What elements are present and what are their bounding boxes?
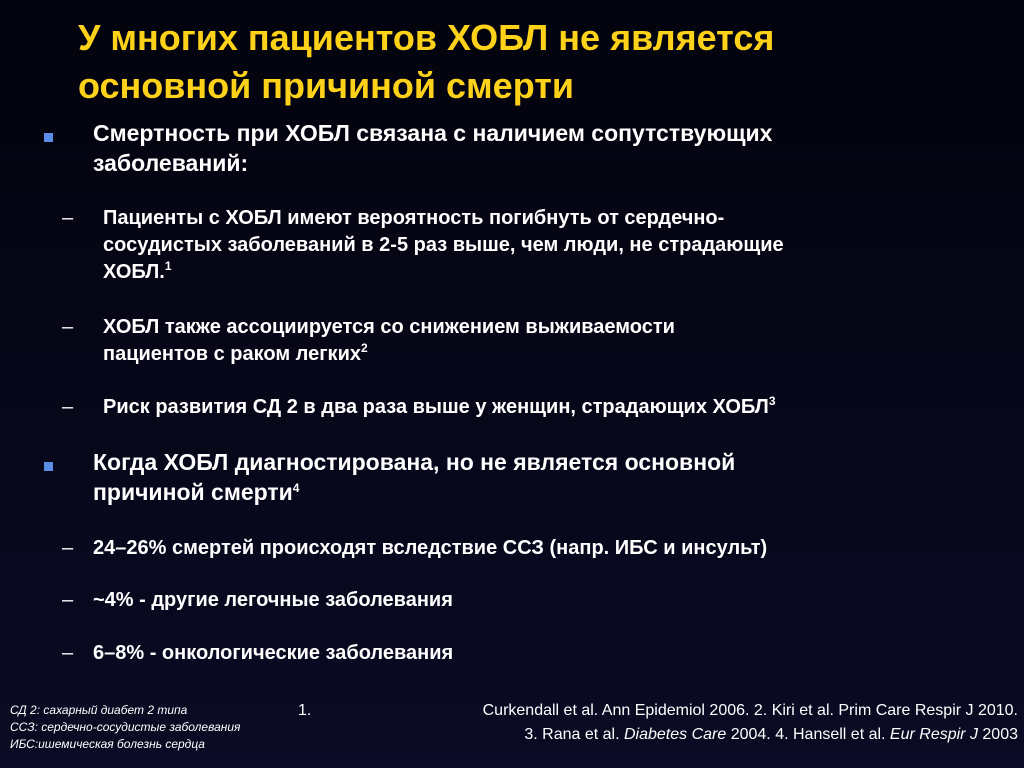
sub-bullet-2-1: [93, 535, 983, 562]
sub-bullet-line: пациентов с раком легких: [103, 343, 361, 365]
abbreviations: [10, 702, 240, 753]
sub-bullet-line: сосудистых заболеваний в 2-5 раз выше, чем люди, не страдающие: [103, 234, 784, 256]
sub-bullet-1-3: [103, 394, 993, 421]
sub-bullet-line: ХОБЛ также ассоциируется со снижением выживаемости: [103, 316, 675, 338]
sub-bullet-line: 24–26% смертей происходят вследствие ССЗ (напр. ИБС и инсульт): [93, 537, 768, 559]
dash-marker-icon: –: [62, 642, 74, 664]
journal-name: Diabetes Care: [623, 726, 727, 743]
slide-title: [78, 14, 978, 110]
bullet-1-line-1: Смертность при ХОБЛ связана с наличием сопутствующих: [93, 120, 773, 146]
journal-name: Eur Respir J: [889, 726, 978, 743]
bullet-1: [93, 118, 973, 178]
dash-marker-icon: –: [62, 537, 74, 559]
sub-bullet-2-2: [93, 587, 983, 614]
reference-text: 2003: [977, 726, 1018, 743]
sub-bullet-line: Риск развития СД 2 в два раза выше у женщин, страдающих ХОБЛ: [103, 396, 769, 418]
reference-line-2: [258, 723, 1018, 747]
bullet-1-line-2: заболеваний:: [93, 150, 249, 176]
dash-marker-icon: –: [62, 316, 74, 338]
bullet-2-line-1: Когда ХОБЛ диагностирована, но не является основной: [93, 449, 736, 475]
title-line-2: основной причиной смерти: [78, 65, 574, 106]
footnote-ref: 3: [768, 394, 776, 408]
abbreviation-item: ССЗ: сердечно-сосудистые заболевания: [10, 720, 241, 734]
sub-bullet-line: 6–8% - онкологические заболевания: [93, 642, 454, 664]
sub-bullet-line: ХОБЛ.: [103, 261, 165, 283]
reference-text: 3. Rana et al.: [524, 726, 624, 743]
sub-bullet-line: Пациенты с ХОБЛ имеют вероятность погибнуть от сердечно-: [103, 207, 725, 229]
footnote-ref: 4: [292, 481, 300, 495]
reference-number: 1.: [298, 702, 312, 719]
dash-marker-icon: –: [62, 207, 74, 229]
references: [258, 699, 1018, 747]
bullet-marker-icon: [44, 133, 53, 142]
footnote-ref: 1: [164, 259, 172, 273]
abbreviation-item: ИБС:ишемическая болезнь сердца: [10, 737, 205, 751]
bullet-2-line-2: причиной смерти: [93, 479, 293, 505]
dash-marker-icon: –: [62, 589, 74, 611]
sub-bullet-1-1: [103, 205, 993, 286]
abbreviation-item: СД 2: сахарный диабет 2 типа: [10, 703, 188, 717]
footnote-ref: 2: [361, 341, 368, 355]
dash-marker-icon: –: [62, 396, 74, 418]
title-line-1: У многих пациентов ХОБЛ не является: [78, 17, 775, 58]
bullet-2: [93, 447, 973, 507]
reference-line-1: Curkendall et al. Ann Epidemiol 2006. 2. Kiri et al. Prim Care Respir J 2010.: [482, 702, 1018, 719]
bullet-marker-icon: [44, 462, 53, 471]
sub-bullet-1-2: [103, 314, 993, 368]
sub-bullet-2-3: [93, 640, 983, 667]
reference-text: 2004. 4. Hansell et al.: [726, 726, 890, 743]
sub-bullet-line: ~4% - другие легочные заболевания: [93, 589, 453, 611]
